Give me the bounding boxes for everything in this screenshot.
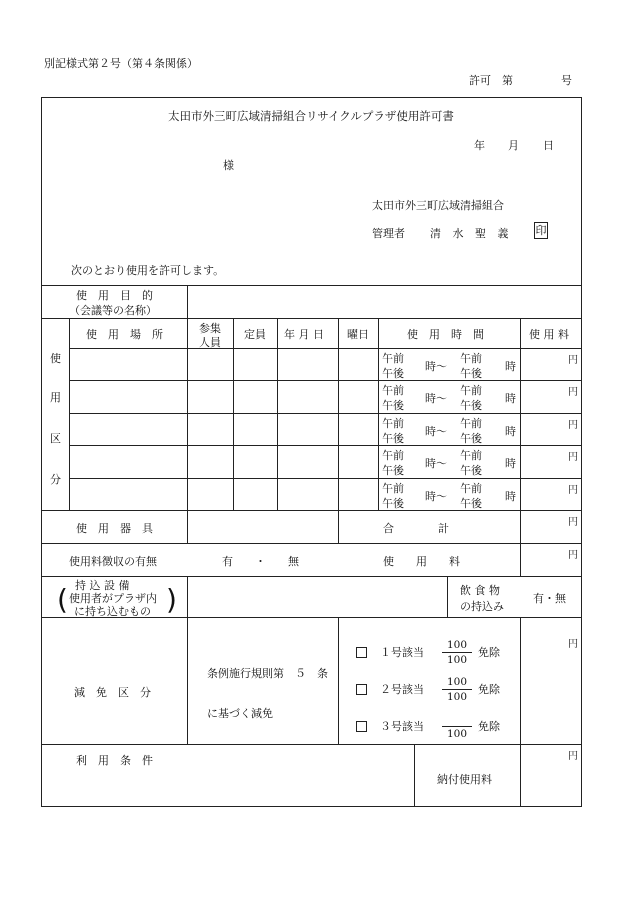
usage-side-label: 区 — [50, 432, 61, 445]
fraction-denominator: 100 — [446, 691, 468, 703]
yen: 円 — [568, 639, 578, 650]
vline — [520, 617, 521, 807]
hline — [69, 413, 582, 414]
time-pm: 午後 — [460, 464, 482, 477]
yen: 円 — [568, 452, 578, 463]
food-label: の持込み — [460, 600, 504, 613]
time-am: 午前 — [460, 417, 482, 430]
yen: 円 — [568, 420, 578, 431]
vline — [187, 285, 188, 318]
reduction-rule: 条例施行規則第 ５ 条 — [207, 667, 328, 680]
fraction-denominator: 100 — [446, 728, 468, 740]
yen: 円 — [568, 387, 578, 398]
time-am: 午前 — [460, 352, 482, 365]
vline — [187, 576, 188, 617]
yen: 円 — [568, 355, 578, 366]
vline — [520, 318, 521, 576]
conditions-label: 利 用 条 件 — [76, 754, 153, 767]
intro-text: 次のとおり使用を許可します。 — [71, 264, 225, 277]
carry-in-sub: に持ち込むもの — [74, 605, 151, 618]
time-from: 時〜 — [425, 425, 447, 438]
time-to: 時 — [505, 457, 516, 470]
total-label: 合 計 — [383, 522, 449, 535]
hline — [69, 348, 582, 349]
checkbox[interactable] — [356, 684, 367, 695]
hline — [41, 285, 582, 286]
fraction-numerator — [442, 712, 472, 726]
vline — [338, 617, 339, 744]
food-options: 有・無 — [533, 592, 566, 605]
fraction — [442, 675, 472, 704]
bracket-left: ( — [57, 583, 68, 616]
time-from: 時〜 — [425, 457, 447, 470]
vline — [378, 318, 379, 510]
hline — [69, 380, 582, 381]
vline — [414, 744, 415, 807]
reduction-rule: に基づく減免 — [207, 707, 273, 720]
fee-label: 使 用 料 — [383, 555, 460, 568]
hline — [41, 744, 582, 745]
issuer-role: 管理者 — [372, 227, 405, 240]
yen: 円 — [568, 751, 578, 762]
time-to: 時 — [505, 392, 516, 405]
time-am: 午前 — [382, 384, 404, 397]
permit-number-suffix: 号 — [561, 74, 572, 87]
vline — [187, 617, 188, 744]
yen: 円 — [568, 550, 578, 561]
usage-side-label: 使 — [50, 352, 61, 365]
header-capacity: 定員 — [244, 328, 266, 341]
yen: 円 — [568, 517, 578, 528]
reduction-item-label: ３号該当 — [380, 720, 424, 733]
time-am: 午前 — [460, 482, 482, 495]
permit-number-label: 許可 第 — [469, 74, 513, 87]
time-am: 午前 — [382, 417, 404, 430]
form-number: 別記様式第２号（第４条関係） — [44, 57, 198, 70]
hline — [69, 445, 582, 446]
paid-fee-label: 納付使用料 — [437, 773, 492, 786]
time-am: 午前 — [460, 384, 482, 397]
fee-collection-label: 使用料徴収の有無 — [69, 555, 157, 568]
fraction-numerator: 100 — [446, 639, 468, 651]
time-pm: 午後 — [460, 497, 482, 510]
vline — [187, 318, 188, 543]
header-time: 使 用 時 間 — [407, 328, 484, 341]
time-pm: 午後 — [460, 432, 482, 445]
fraction-denominator: 100 — [446, 654, 468, 666]
hline — [41, 543, 582, 544]
issuer-org: 太田市外三町広域清掃組合 — [372, 199, 504, 212]
vline — [69, 318, 70, 510]
time-pm: 午後 — [382, 464, 404, 477]
purpose-label: 使 用 目 的 — [76, 289, 153, 302]
fraction — [442, 638, 472, 667]
vline — [338, 318, 339, 543]
date-year: 年 — [474, 139, 485, 152]
fee-collection-options: 有 ・ 無 — [222, 555, 299, 568]
time-pm: 午後 — [382, 497, 404, 510]
fraction-numerator: 100 — [446, 676, 468, 688]
time-am: 午前 — [382, 352, 404, 365]
hline — [41, 318, 582, 319]
carry-in-label: 持 込 設 備 — [75, 579, 130, 592]
time-pm: 午後 — [382, 432, 404, 445]
header-weekday: 曜日 — [347, 328, 369, 341]
reduction-item-label: ２号該当 — [380, 683, 424, 696]
date-day: 日 — [543, 139, 554, 152]
time-to: 時 — [505, 490, 516, 503]
reduction-label: 減 免 区 分 — [74, 686, 151, 699]
bracket-right: ) — [166, 583, 177, 616]
time-pm: 午後 — [460, 399, 482, 412]
addressee-suffix: 様 — [223, 159, 234, 172]
equipment-label: 使 用 器 具 — [76, 522, 153, 535]
date-month: 月 — [508, 139, 519, 152]
reduction-item-suffix: 免除 — [478, 683, 500, 696]
usage-side-label: 分 — [50, 473, 61, 486]
time-to: 時 — [505, 425, 516, 438]
yen: 円 — [568, 485, 578, 496]
time-pm: 午後 — [382, 367, 404, 380]
header-fee: 使 用 料 — [529, 328, 569, 341]
usage-side-label: 用 — [50, 391, 61, 404]
header-date: 年 月 日 — [284, 328, 324, 341]
checkbox[interactable] — [356, 721, 367, 732]
time-to: 時 — [505, 360, 516, 373]
document-title: 太田市外三町広域清掃組合リサイクルプラザ使用許可書 — [168, 109, 454, 123]
reduction-item-suffix: 免除 — [478, 646, 500, 659]
vline — [447, 576, 448, 617]
carry-in-sub: 使用者がプラザ内 — [69, 592, 157, 605]
time-am: 午前 — [382, 482, 404, 495]
time-am: 午前 — [382, 449, 404, 462]
vline — [277, 318, 278, 510]
hline — [41, 510, 582, 511]
checkbox[interactable] — [356, 647, 367, 658]
header-place: 使 用 場 所 — [86, 328, 163, 341]
food-label: 飲 食 物 — [460, 584, 500, 597]
time-from: 時〜 — [425, 392, 447, 405]
reduction-item-suffix: 免除 — [478, 720, 500, 733]
header-participants: 参集 — [199, 322, 221, 335]
time-pm: 午後 — [382, 399, 404, 412]
vline — [233, 318, 234, 510]
seal-mark: 印 — [535, 224, 547, 237]
time-from: 時〜 — [425, 360, 447, 373]
time-from: 時〜 — [425, 490, 447, 503]
fraction — [442, 712, 472, 741]
header-participants: 人員 — [199, 336, 221, 349]
issuer-name: 清 水 聖 義 — [430, 227, 513, 240]
reduction-item-label: １号該当 — [380, 646, 424, 659]
purpose-sublabel: （会議等の名称） — [69, 304, 157, 317]
hline — [69, 478, 582, 479]
time-pm: 午後 — [460, 367, 482, 380]
time-am: 午前 — [460, 449, 482, 462]
